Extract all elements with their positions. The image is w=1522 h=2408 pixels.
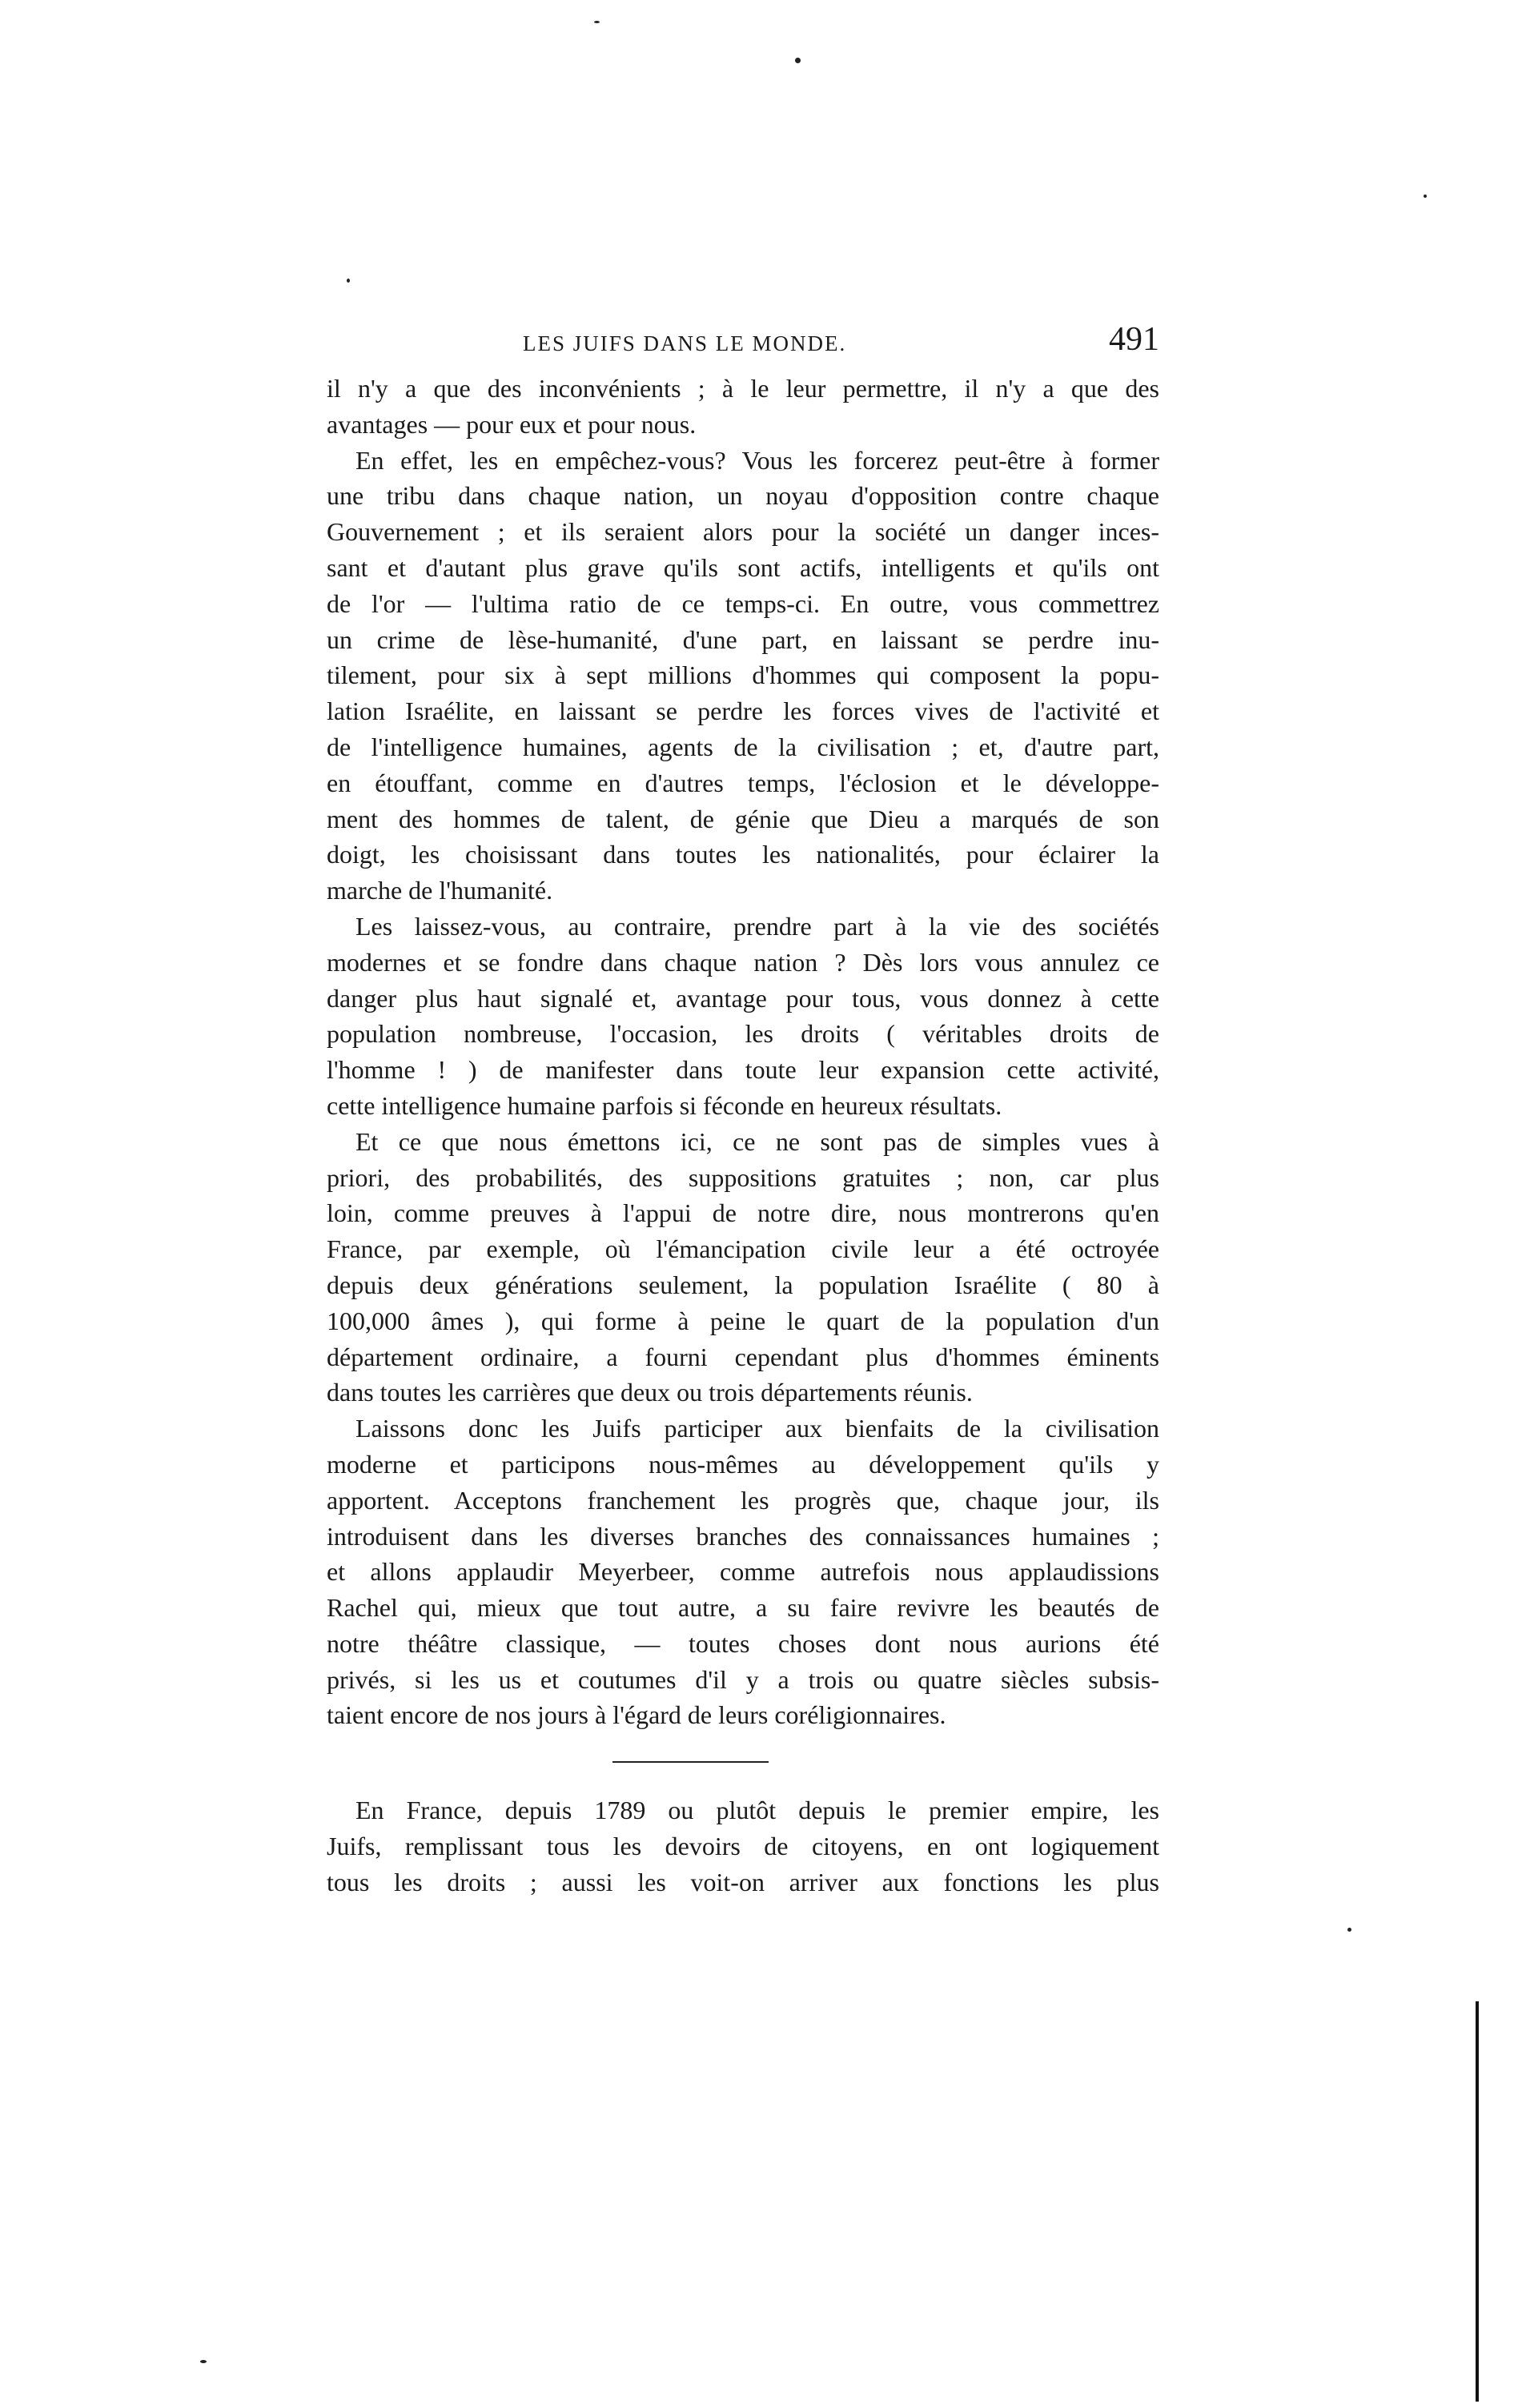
text-line: et allons applaudir Meyerbeer, comme autrefois nous applaudissions — [327, 1557, 1159, 1587]
ink-speck — [200, 2360, 207, 2363]
next-section-text — [327, 1792, 1159, 1900]
text-line: Gouvernement ; et ils seraient alors pour la société un danger inces- — [327, 517, 1159, 547]
text-line: notre théâtre classique, — toutes choses dont nous aurions été — [327, 1628, 1159, 1658]
text-line: marche de l'humanité. — [327, 876, 553, 905]
ink-speck — [594, 21, 600, 23]
main-text — [327, 371, 1159, 1733]
text-line: depuis deux générations seulement, la population Israélite ( 80 à — [327, 1270, 1159, 1299]
paragraph-start-line: En effet, les en empêchez-vous? Vous les forcerez peut-être à former — [355, 445, 1159, 475]
ink-speck — [347, 279, 350, 283]
running-header — [327, 320, 1159, 368]
text-line: un crime de lèse-humanité, d'une part, en laissant se perdre inu- — [327, 624, 1159, 654]
section-separator-rule — [612, 1761, 769, 1763]
text-line: modernes et se fondre dans chaque nation ? Dès lors vous annulez ce — [327, 947, 1159, 977]
text-line: en étouffant, comme en d'autres temps, l'éclosion et le développe- — [327, 768, 1159, 797]
text-line: ment des hommes de talent, de génie que Dieu a marqués de son — [327, 804, 1159, 833]
page-number: 491 — [1109, 321, 1159, 358]
text-line: Rachel qui, mieux que tout autre, a su faire revivre les beautés de — [327, 1593, 1159, 1623]
running-title: LES JUIFS DANS LE MONDE. — [523, 331, 847, 355]
text-line: Juifs, remplissant tous les devoirs de citoyens, en ont logiquement — [327, 1831, 1159, 1860]
text-line: danger plus haut signalé et, avantage pour tous, vous donnez à cette — [327, 983, 1159, 1013]
text-line: France, par exemple, où l'émancipation civile leur a été octroyée — [327, 1234, 1159, 1264]
text-line: taient encore de nos jours à l'égard de leurs coréligionnaires. — [327, 1700, 946, 1730]
paragraph-start-line: Et ce que nous émettons ici, ce ne sont pas de simples vues à — [355, 1126, 1159, 1156]
text-line: tilement, pour six à sept millions d'hommes qui composent la popu- — [327, 660, 1159, 690]
text-line: cette intelligence humaine parfois si féconde en heureux résultats. — [327, 1090, 1002, 1120]
text-line: l'homme ! ) de manifester dans toute leur expansion cette activité, — [327, 1055, 1159, 1085]
ink-speck — [1347, 1928, 1351, 1932]
paragraph-start-line: Laissons donc les Juifs participer aux bienfaits de la civilisation — [355, 1414, 1159, 1443]
text-line: loin, comme preuves à l'appui de notre dire, nous montrerons qu'en — [327, 1198, 1159, 1228]
text-line: moderne et participons nous-mêmes au développement qu'ils y — [327, 1449, 1159, 1479]
ink-speck — [795, 58, 801, 63]
text-line: lation Israélite, en laissant se perdre les forces vives de l'activité et — [327, 696, 1159, 726]
paragraph-start-line: Les laissez-vous, au contraire, prendre part à la vie des sociétés — [355, 911, 1159, 941]
text-line: population nombreuse, l'occasion, les droits ( véritables droits de — [327, 1019, 1159, 1049]
text-line: département ordinaire, a fourni cependant plus d'hommes éminents — [327, 1342, 1159, 1371]
text-line: doigt, les choisissant dans toutes les nationalités, pour éclairer la — [327, 840, 1159, 869]
text-line: tous les droits ; aussi les voit-on arriver aux fonctions les plus — [327, 1867, 1159, 1896]
text-line: de l'or — l'ultima ratio de ce temps-ci. En outre, vous commettrez — [327, 588, 1159, 618]
text-line: 100,000 âmes ), qui forme à peine le quart de la population d'un — [327, 1306, 1159, 1335]
text-line: introduisent dans les diverses branches des connaissances humaines ; — [327, 1521, 1159, 1551]
text-line: privés, si les us et coutumes d'il y a trois ou quatre siècles subsis- — [327, 1664, 1159, 1694]
text-line: il n'y a que des inconvénients ; à le leur permettre, il n'y a que des — [327, 374, 1159, 403]
text-line: avantages — pour eux et pour nous. — [327, 409, 697, 439]
text-line: de l'intelligence humaines, agents de la civilisation ; et, d'autre part, — [327, 732, 1159, 761]
text-line: sant et d'autant plus grave qu'ils sont actifs, intelligents et qu'ils ont — [327, 552, 1159, 582]
page-edge-bar — [1476, 2001, 1479, 2402]
text-line: apportent. Acceptons franchement les progrès que, chaque jour, ils — [327, 1485, 1159, 1515]
text-line: une tribu dans chaque nation, un noyau d'opposition contre chaque — [327, 481, 1159, 511]
text-line: priori, des probabilités, des suppositions gratuites ; non, car plus — [327, 1162, 1159, 1192]
paragraph-start-line: En France, depuis 1789 ou plutôt depuis le premier empire, les — [355, 1796, 1159, 1824]
ink-speck — [1424, 195, 1427, 198]
text-line: dans toutes les carrières que deux ou trois départements réunis. — [327, 1378, 973, 1407]
